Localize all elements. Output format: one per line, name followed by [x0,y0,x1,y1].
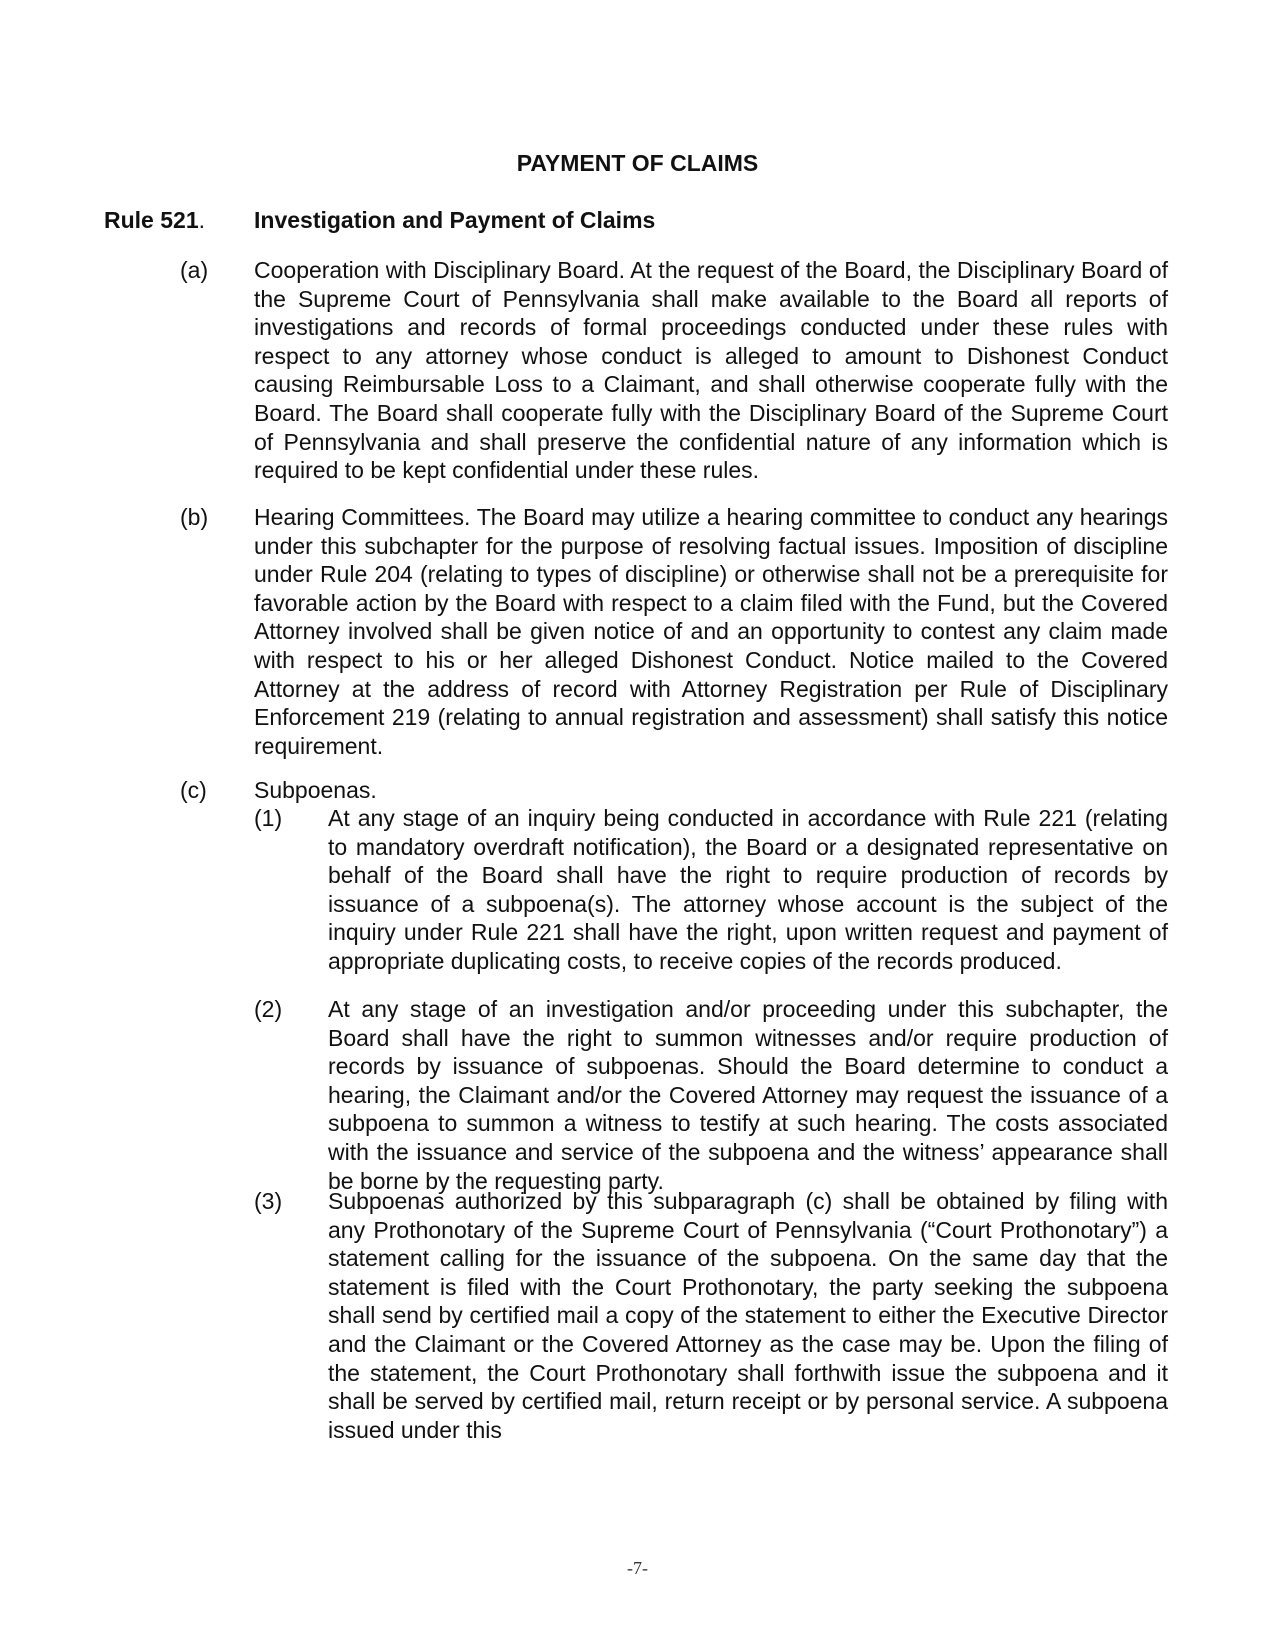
subparagraph-3-label: (3) [254,1188,283,1214]
paragraph-a-text: Cooperation with Disciplinary Board. At the request of the Board, the Disciplinary Board of the Supreme Court of Pennsylvania shall make available to the Board all reports of investigations and records of formal proceedings conducted under these rules with respect to any attorney whose conduct is alleged to amount to Dishonest Conduct causing Reimbursable Loss to a Claimant, and shall otherwise cooperate fully with the Board. The Board shall cooperate fully with the Disciplinary Board of the Supreme Court of Pennsylvania and shall preserve the confidential nature of any information which is required to be kept confidential under these rules. [254,257,1168,484]
paragraph-b-text: Hearing Committees. The Board may utilize a hearing committee to conduct any hearings under this subchapter for the purpose of resolving factual issues. Imposition of discipline under Rule 204 (relating to types of discipline) or otherwise shall not be a prerequisite for favorable action by the Board with respect to a claim filed with the Fund, but the Covered Attorney involved shall be given notice of and an opportunity to contest any claim made with respect to his or her alleged Dishonest Conduct. Notice mailed to the Covered Attorney at the address of record with Attorney Registration per Rule of Disciplinary Enforcement 219 (relating to annual registration and assessment) shall satisfy this notice requirement. [254,504,1168,759]
section-heading: PAYMENT OF CLAIMS [516,150,759,176]
subparagraph-1-label: (1) [254,805,283,831]
rule-number [104,206,205,234]
paragraph-c-label: (c) [180,777,207,803]
rule-title: Investigation and Payment of Claims [254,207,656,233]
rule-number-dot: . [198,207,205,233]
paragraph-b-label: (b) [180,504,209,530]
paragraph-c-text: Subpoenas. [254,777,377,803]
subparagraph-2-text: At any stage of an investigation and/or proceeding under this subchapter, the Board shall have the right to summon witnesses and/or require production of records by issuance of subpoenas. Should the Board determine to conduct a hearing, the Claimant and/or the Covered Attorney may request the issuance of a subpoena to summon a witness to testify at such hearing. The costs associated with the issuance and service of the subpoena and the witness’ appearance shall be borne by the requesting party. [328,996,1168,1194]
subparagraph-2-label: (2) [254,996,283,1022]
page-number: -7- [627,1558,648,1578]
paragraph-a-label: (a) [180,257,209,283]
subparagraph-1-text: At any stage of an inquiry being conducted in accordance with Rule 221 (relating to mandatory overdraft notification), the Board or a designated representative on behalf of the Board shall have the right to require production of records by issuance of a subpoena(s). The attorney whose account is the subject of the inquiry under Rule 221 shall have the right, upon written request and payment of appropriate duplicating costs, to receive copies of the records produced. [328,805,1168,974]
subparagraph-3-text: Subpoenas authorized by this subparagraph (c) shall be obtained by filing with any Prothonotary of the Supreme Court of Pennsylvania (“Court Prothonotary”) a statement calling for the issuance of the subpoena. On the same day that the statement is filed with the Court Prothonotary, the party seeking the subpoena shall send by certified mail a copy of the statement to either the Executive Director and the Claimant or the Covered Attorney as the case may be. Upon the filing of the statement, the Court Prothonotary shall forthwith issue the subpoena and it shall be served by certified mail, return receipt or by personal service. A subpoena issued under this [328,1188,1168,1443]
rule-number-text: Rule 521 [104,207,199,233]
